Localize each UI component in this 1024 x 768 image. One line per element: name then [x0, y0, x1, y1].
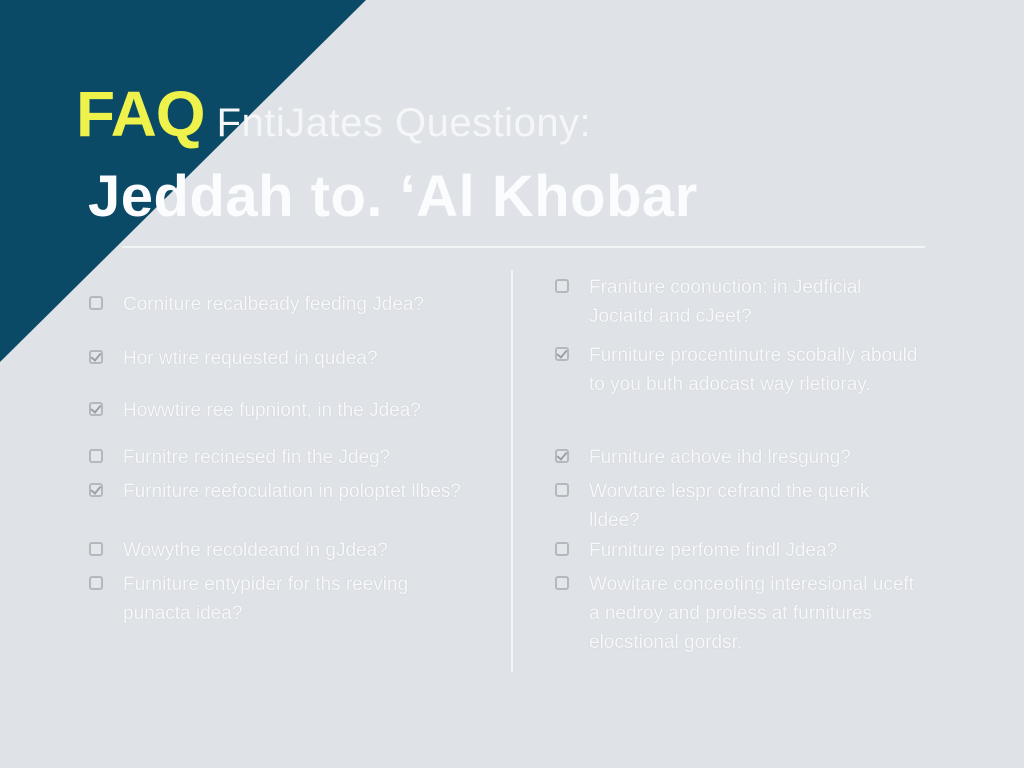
checkbox-left-1[interactable] [89, 296, 103, 310]
checkbox-left-6[interactable] [89, 542, 103, 556]
checkbox-right-4[interactable] [555, 483, 569, 497]
faq-question-right-6: Wowitare conceoting interesional uceft a nedroy and proless at furnitures elocstional gordsr. [589, 574, 914, 653]
checkbox-left-4[interactable] [89, 449, 103, 463]
faq-question-right-5: Furniture perfome findl Jdea? [589, 540, 838, 561]
faq-question-left-4: Furnitre recinesed fin the Jdeg? [123, 447, 391, 468]
faq-label: FAQ [76, 78, 205, 150]
checkbox-right-1[interactable] [555, 279, 569, 293]
faq-item-left-3[interactable] [89, 396, 489, 425]
checkbox-right-6[interactable] [555, 576, 569, 590]
faq-question-left-6: Wowythe recoldeand in gJdea? [123, 540, 388, 561]
faq-question-right-4: Worvtare lespr cefrand the querik lldee? [589, 481, 870, 531]
checkbox-left-2[interactable] [89, 350, 103, 364]
faq-question-left-2: Hor wtire requested in qudea? [123, 348, 378, 369]
faq-item-left-7[interactable] [89, 570, 489, 628]
checkbox-left-3[interactable] [89, 402, 103, 416]
faq-question-right-1: Franiture coonuction: in Jedficial Jociaitd and cJeet? [589, 277, 862, 327]
checkbox-right-5[interactable] [555, 542, 569, 556]
page-subtitle: Jeddah to. ‘Al Khobar [88, 164, 698, 229]
faq-question-left-3: Howwtire ree fupniont, in the Jdea? [123, 400, 421, 421]
faq-item-left-1[interactable] [89, 290, 489, 319]
checkbox-right-2[interactable] [555, 347, 569, 361]
checkbox-left-7[interactable] [89, 576, 103, 590]
faq-question-left-7: Furniture entypider for ths reeving punacta idea? [123, 574, 409, 624]
column-divider [511, 270, 513, 672]
faq-item-right-3[interactable] [555, 443, 935, 472]
faq-item-right-2[interactable] [555, 341, 935, 399]
faq-question-left-5: Furniture reefoculation in poloptet llbes? [123, 481, 461, 502]
title-line-1 [76, 78, 976, 162]
faq-item-left-2[interactable] [89, 344, 489, 373]
checkbox-left-5[interactable] [89, 483, 103, 497]
faq-question-left-1: Corniture recalbeady feeding Jdea? [123, 294, 425, 315]
header-divider [122, 246, 925, 248]
page-title: FntiJates Questiony: [216, 101, 592, 145]
page-header [76, 78, 976, 229]
faq-question-right-3: Furniture achove ihd lresgung? [589, 447, 851, 468]
faq-item-right-6[interactable] [555, 570, 935, 657]
faq-item-left-4[interactable] [89, 443, 489, 472]
faq-question-right-2: Furniture procentinutre scobally abould to you buth adocast way rletioray. [589, 345, 918, 395]
faq-item-right-4[interactable] [555, 477, 935, 535]
faq-item-left-6[interactable] [89, 536, 489, 565]
faq-item-left-5[interactable] [89, 477, 489, 506]
faq-item-right-5[interactable] [555, 536, 935, 565]
faq-item-right-1[interactable] [555, 273, 935, 331]
checkbox-right-3[interactable] [555, 449, 569, 463]
